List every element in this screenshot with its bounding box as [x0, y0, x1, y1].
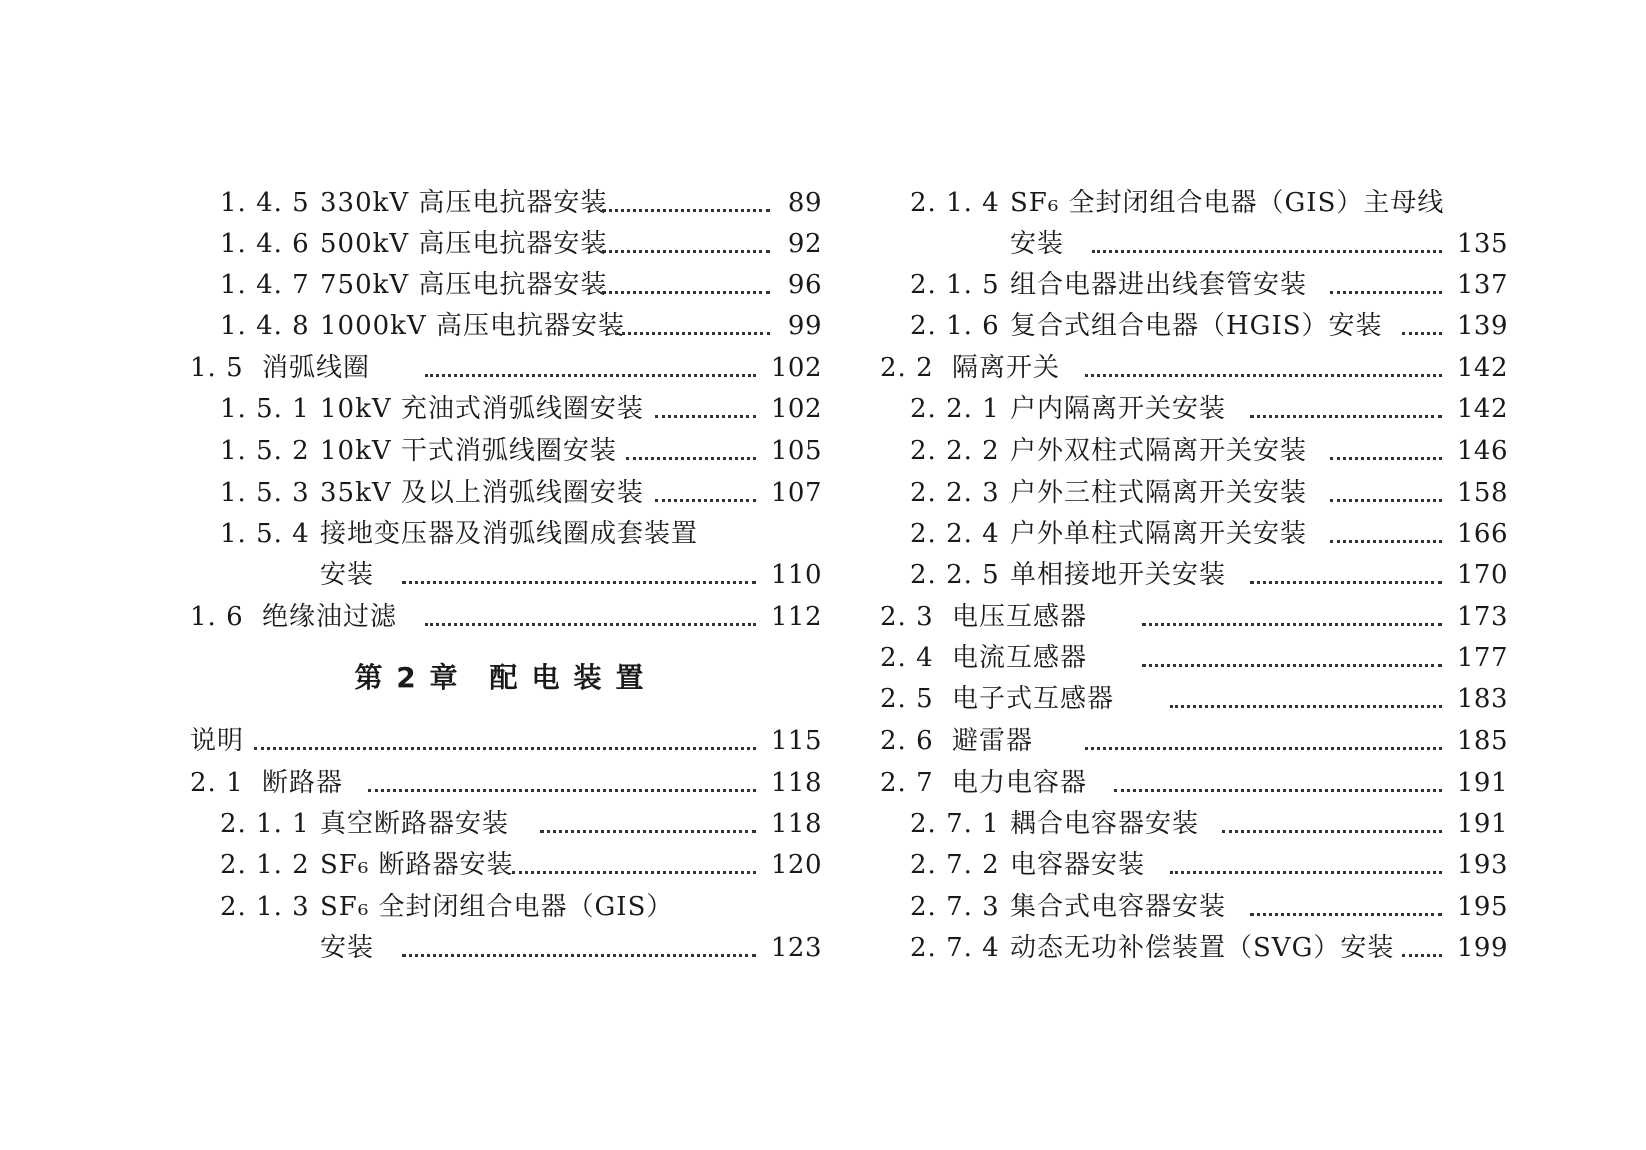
toc-entry-title: 避雷器 — [952, 726, 1034, 756]
toc-entry-number: 2. 1. 4 — [910, 188, 1000, 218]
toc-entry-2-1-5[interactable] — [880, 268, 1508, 302]
toc-entry-title: 安装 — [1010, 229, 1065, 259]
dot-leader — [655, 499, 756, 502]
toc-entry-page: 102 — [770, 353, 822, 383]
dot-leader — [1250, 415, 1442, 418]
toc-entry-title: 电压互感器 — [952, 602, 1088, 632]
chapter-heading — [190, 660, 822, 696]
dot-leader — [602, 291, 770, 294]
toc-entry-number: 2. 1. 2 — [220, 850, 310, 880]
toc-entry-number: 2. 2. 1 — [910, 394, 1000, 424]
dot-leader — [615, 332, 770, 335]
toc-entry-1-5-4-continued[interactable] — [190, 558, 822, 592]
toc-entry-number: 1. 6 — [190, 602, 244, 632]
dot-leader — [1330, 291, 1442, 294]
dot-leader — [602, 209, 770, 212]
toc-entry-number: 1. 5. 3 — [220, 478, 310, 508]
toc-entry-title: 集合式电容器安装 — [1010, 892, 1227, 922]
toc-entry-title: 1000kV 高压电抗器安装 — [320, 311, 625, 341]
toc-entry-2-3[interactable] — [880, 600, 1508, 634]
toc-entry-page: 166 — [1456, 519, 1508, 549]
toc-entry-1-4-8[interactable] — [190, 309, 822, 343]
dot-leader — [1250, 913, 1442, 916]
toc-entry-number: 2. 7. 2 — [910, 850, 1000, 880]
toc-entry-page: 123 — [770, 933, 822, 963]
toc-entry-title: 组合电器进出线套管安装 — [1010, 270, 1308, 300]
toc-entry-page: 199 — [1456, 933, 1508, 963]
toc-entry-2-2-3[interactable] — [880, 476, 1508, 510]
toc-entry-number: 2. 2. 4 — [910, 519, 1000, 549]
toc-entry-title: 电容器安装 — [1010, 850, 1146, 880]
toc-entry-number: 2. 1 — [190, 768, 244, 798]
toc-entry-title: 330kV 高压电抗器安装 — [320, 188, 608, 218]
toc-entry-title: 说明 — [190, 726, 245, 756]
toc-entry-number: 2. 6 — [880, 726, 934, 756]
toc-entry-page: 110 — [770, 560, 822, 590]
toc-entry-page: 118 — [770, 768, 822, 798]
toc-entry-number: 2. 1. 6 — [910, 311, 1000, 341]
toc-entry-1-5-3[interactable] — [190, 476, 822, 510]
toc-entry-title: 户外三柱式隔离开关安装 — [1010, 478, 1308, 508]
toc-entry-page: 118 — [770, 809, 822, 839]
toc-entry-2-2-2[interactable] — [880, 434, 1508, 468]
toc-entry-number: 2. 7. 3 — [910, 892, 1000, 922]
dot-leader — [1402, 954, 1442, 957]
toc-entry-1-4-5[interactable] — [190, 186, 822, 220]
toc-entry-page: 193 — [1456, 850, 1508, 880]
dot-leader — [368, 789, 756, 792]
toc-entry-title: 耦合电容器安装 — [1010, 809, 1200, 839]
toc-entry-2-2-4[interactable] — [880, 517, 1508, 551]
toc-entry-page: 107 — [770, 478, 822, 508]
dot-leader — [1092, 250, 1442, 253]
toc-entry-page: 89 — [787, 188, 822, 218]
toc-entry-number: 1. 4. 7 — [220, 270, 310, 300]
dot-leader — [1085, 374, 1442, 377]
toc-entry-title: 安装 — [320, 560, 375, 590]
dot-leader — [1142, 623, 1442, 626]
toc-entry-title: 电力电容器 — [952, 768, 1088, 798]
dot-leader — [1402, 332, 1442, 335]
toc-entry-title: 750kV 高压电抗器安装 — [320, 270, 608, 300]
toc-entry-2-7-2[interactable] — [880, 848, 1508, 882]
dot-leader — [254, 747, 756, 750]
toc-entry-1-5-1[interactable] — [190, 392, 822, 426]
toc-entry-number: 1. 4. 8 — [220, 311, 310, 341]
toc-entry-title: 电流互感器 — [952, 643, 1088, 673]
dot-leader — [655, 415, 756, 418]
toc-entry-number: 2. 1. 5 — [910, 270, 1000, 300]
toc-entry-number: 2. 3 — [880, 602, 934, 632]
toc-entry-2-1[interactable] — [190, 766, 822, 800]
toc-entry-2-7[interactable] — [880, 766, 1508, 800]
toc-entry-2-7-1[interactable] — [880, 807, 1508, 841]
dot-leader — [1330, 457, 1442, 460]
toc-entry-title: 绝缘油过滤 — [262, 602, 398, 632]
toc-entry-title: SF₆ 全封闭组合电器（GIS）主母线 — [1010, 188, 1445, 218]
toc-entry-page: 146 — [1456, 436, 1508, 466]
toc-entry-title: 消弧线圈 — [262, 353, 371, 383]
toc-entry-page: 195 — [1456, 892, 1508, 922]
toc-entry-page: 185 — [1456, 726, 1508, 756]
toc-entry-page: 177 — [1456, 643, 1508, 673]
toc-entry-title: 500kV 高压电抗器安装 — [320, 229, 608, 259]
dot-leader — [1330, 499, 1442, 502]
toc-entry-title: 户外双柱式隔离开关安装 — [1010, 436, 1308, 466]
toc-entry-2-7-4[interactable] — [880, 931, 1508, 965]
toc-entry-page: 105 — [770, 436, 822, 466]
toc-entry-number: 2. 4 — [880, 643, 934, 673]
toc-entry-number: 1. 5. 1 — [220, 394, 310, 424]
toc-entry-number: 2. 2. 5 — [910, 560, 1000, 590]
toc-entry-title: 电子式互感器 — [952, 684, 1115, 714]
toc-entry-number: 1. 4. 5 — [220, 188, 310, 218]
toc-entry-2-2-5[interactable] — [880, 558, 1508, 592]
dot-leader — [402, 581, 756, 584]
toc-entry-1-5-4[interactable] — [190, 517, 822, 551]
toc-entry-title: 接地变压器及消弧线圈成套装置 — [320, 519, 699, 549]
toc-entry-title: 断路器 — [262, 768, 344, 798]
toc-entry-page: 99 — [787, 311, 822, 341]
toc-entry-title: SF₆ 断路器安装 — [320, 850, 514, 880]
toc-entry-title: 10kV 充油式消弧线圈安装 — [320, 394, 644, 424]
dot-leader — [1250, 581, 1442, 584]
toc-entry-title: 安装 — [320, 933, 375, 963]
dot-leader — [425, 623, 756, 626]
toc-entry-number: 1. 4. 6 — [220, 229, 310, 259]
dot-leader — [1170, 705, 1442, 708]
toc-right-column — [880, 186, 1508, 1026]
toc-entry-page: 112 — [770, 602, 822, 632]
toc-entry-page: 96 — [787, 270, 822, 300]
toc-entry-title: 户内隔离开关安装 — [1010, 394, 1227, 424]
toc-entry-number: 2. 1. 1 — [220, 809, 310, 839]
toc-entry-title: 单相接地开关安装 — [1010, 560, 1227, 590]
dot-leader — [512, 871, 756, 874]
chapter-name: 配电装置 — [489, 661, 658, 694]
dot-leader — [602, 250, 770, 253]
chapter-label: 第 2 章 — [354, 661, 460, 694]
toc-entry-title: 动态无功补偿装置（SVG）安装 — [1010, 933, 1395, 963]
toc-entry-title: SF₆ 全封闭组合电器（GIS） — [320, 892, 674, 922]
toc-entry-page: 170 — [1456, 560, 1508, 590]
toc-entry-number: 2. 2. 3 — [910, 478, 1000, 508]
dot-leader — [1330, 540, 1442, 543]
toc-entry-2-1-4-continued[interactable] — [880, 227, 1508, 261]
toc-entry-number: 2. 5 — [880, 684, 934, 714]
toc-entry-2-5[interactable] — [880, 682, 1508, 716]
toc-entry-2-6[interactable] — [880, 724, 1508, 758]
dot-leader — [402, 954, 756, 957]
toc-entry-2-2[interactable] — [880, 351, 1508, 385]
toc-left-column — [190, 186, 822, 1026]
toc-entry-page: 142 — [1456, 353, 1508, 383]
dot-leader — [1170, 871, 1442, 874]
toc-entry-1-4-6[interactable] — [190, 227, 822, 261]
toc-entry-2-2-1[interactable] — [880, 392, 1508, 426]
dot-leader — [1114, 789, 1442, 792]
toc-entry-title: 复合式组合电器（HGIS）安装 — [1010, 311, 1383, 341]
dot-leader — [1085, 747, 1442, 750]
dot-leader — [540, 830, 756, 833]
toc-entry-page: 183 — [1456, 684, 1508, 714]
toc-entry-number: 2. 2 — [880, 353, 934, 383]
toc-entry-1-5-2[interactable] — [190, 434, 822, 468]
dot-leader — [1222, 830, 1442, 833]
toc-entry-page: 142 — [1456, 394, 1508, 424]
toc-entry-number: 2. 1. 3 — [220, 892, 310, 922]
toc-entry-page: 191 — [1456, 768, 1508, 798]
dot-leader — [1142, 664, 1442, 667]
toc-entry-2-1-2[interactable] — [190, 848, 822, 882]
toc-entry-2-4[interactable] — [880, 641, 1508, 675]
toc-entry-page: 139 — [1456, 311, 1508, 341]
toc-entry-page: 173 — [1456, 602, 1508, 632]
toc-entry-title: 隔离开关 — [952, 353, 1061, 383]
toc-entry-number: 2. 2. 2 — [910, 436, 1000, 466]
toc-entry-2-1-4[interactable] — [880, 186, 1508, 220]
dot-leader — [425, 374, 756, 377]
toc-entry-page: 120 — [770, 850, 822, 880]
toc-entry-title: 35kV 及以上消弧线圈安装 — [320, 478, 644, 508]
toc-entry-explanation[interactable] — [190, 724, 822, 758]
toc-entry-1-5[interactable] — [190, 351, 822, 385]
toc-entry-1-6[interactable] — [190, 600, 822, 634]
dot-leader — [626, 457, 756, 460]
toc-entry-title: 10kV 干式消弧线圈安装 — [320, 436, 617, 466]
toc-entry-title: 户外单柱式隔离开关安装 — [1010, 519, 1308, 549]
toc-entry-2-1-3-continued[interactable] — [190, 931, 822, 965]
toc-entry-2-1-6[interactable] — [880, 309, 1508, 343]
toc-entry-number: 1. 5. 2 — [220, 436, 310, 466]
toc-entry-page: 158 — [1456, 478, 1508, 508]
toc-entry-number: 1. 5. 4 — [220, 519, 310, 549]
toc-entry-number: 2. 7 — [880, 768, 934, 798]
toc-entry-page: 191 — [1456, 809, 1508, 839]
toc-entry-number: 2. 7. 1 — [910, 809, 1000, 839]
toc-entry-number: 2. 7. 4 — [910, 933, 1000, 963]
toc-entry-page: 102 — [770, 394, 822, 424]
toc-entry-2-1-3[interactable] — [190, 890, 822, 924]
toc-entry-page: 115 — [770, 726, 822, 756]
toc-entry-2-7-3[interactable] — [880, 890, 1508, 924]
toc-entry-number: 1. 5 — [190, 353, 244, 383]
toc-entry-page: 92 — [787, 229, 822, 259]
toc-entry-1-4-7[interactable] — [190, 268, 822, 302]
toc-entry-2-1-1[interactable] — [190, 807, 822, 841]
toc-entry-title: 真空断路器安装 — [320, 809, 510, 839]
toc-entry-page: 135 — [1456, 229, 1508, 259]
toc-entry-page: 137 — [1456, 270, 1508, 300]
